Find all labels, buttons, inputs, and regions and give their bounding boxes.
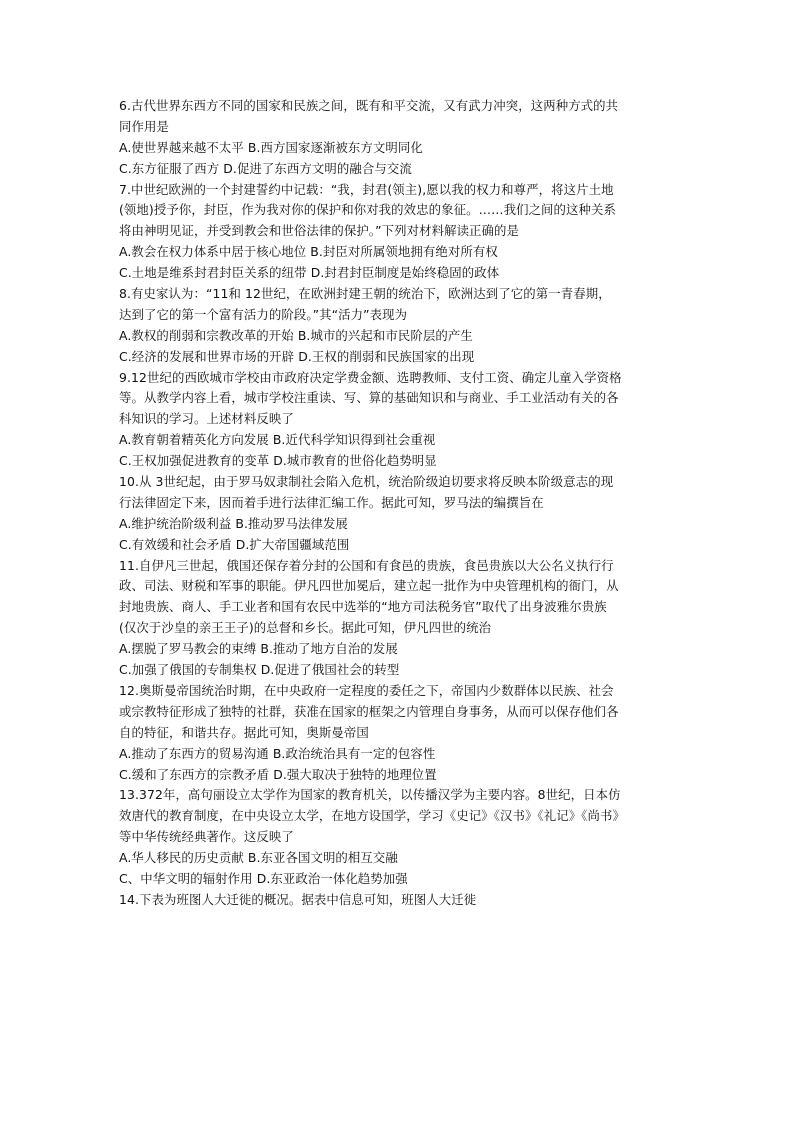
document-page [119, 96, 679, 911]
question-6-options-cd: C.东方征服了西方 D.促进了东西方文明的融合与交流 [119, 160, 412, 176]
question-7-options-ab: A.教会在权力体系中居于核心地位 B.封臣对所属领地拥有绝对所有权 [119, 244, 498, 260]
question-9-stem-line-1: 9.12世纪的西欧城市学校由市政府决定学费金额、选聘教师、支付工资、确定儿童入学资格 [119, 369, 622, 385]
question-10-stem-line-1: 10.从 3世纪起，由于罗马奴隶制社会陷入危机，统治阶级迫切要求将反映本阶级意志的现 [119, 474, 614, 490]
question-11-stem-line-3: 封地贵族、商人、手工业者和国有农民中选举的“地方司法税务官”取代了出身波雅尔贵族 [119, 599, 607, 615]
question-6-stem-line-2: 同作用是 [119, 118, 169, 134]
question-8-stem-line-2: 达到了它的第一个富有活力的阶段。”其“活力”表现为 [119, 306, 408, 322]
question-12-options-cd: C.缓和了东西方的宗教矛盾 D.强大取决于独特的地理位置 [119, 766, 437, 782]
question-13-options-cd: C、中华文明的辐射作用 D.东亚政治一体化趋势加强 [119, 870, 408, 886]
question-10-stem-line-2: 行法律固定下来，因而着手进行法律汇编工作。据此可知，罗马法的编撰旨在 [119, 494, 544, 510]
question-12-options-ab: A.推动了东西方的贸易沟通 B.政治统治具有一定的包容性 [119, 745, 436, 761]
question-11-options-ab: A.摆脱了罗马教会的束缚 B.推动了地方自治的发展 [119, 641, 398, 657]
question-9-stem-line-2: 等。从教学内容上看，城市学校注重读、写、算的基础知识和与商业、手工业活动有关的各 [119, 390, 619, 406]
question-12-stem-line-1: 12.奥斯曼帝国统治时期，在中央政府一定程度的委任之下，帝国内少数群体以民族、社会 [119, 682, 614, 698]
question-11-stem-line-1: 11.自伊凡三世起，俄国还保存着分封的公国和有食邑的贵族，食邑贵族以大公名义执行行 [119, 557, 614, 573]
question-13-stem-line-2: 效唐代的教育制度，在中央设立太学，在地方设国学，学习《史记》《汉书》《礼记》《尚书》 [119, 808, 626, 824]
question-8-options-cd: C.经济的发展和世界市场的开辟 D.王权的削弱和民族国家的出现 [119, 348, 475, 364]
question-10-options-cd: C.有效缓和社会矛盾 D.扩大帝国疆域范围 [119, 536, 350, 552]
question-9-stem-line-3: 科知识的学习。上述材料反映了 [119, 411, 294, 427]
question-10-options-ab: A.维护统治阶级利益 B.推动罗马法律发展 [119, 515, 348, 531]
question-6-stem-line-1: 6.古代世界东西方不同的国家和民族之间，既有和平交流，又有武力冲突，这两种方式的共 [119, 98, 619, 113]
question-7-options-cd: C.土地是维系封君封臣关系的纽带 D.封君封臣制度是始终稳固的政体 [119, 265, 500, 281]
question-7-stem-line-3: 将由神明见证，并受到教会和世俗法律的保护。”下列对材料解读正确的是 [119, 223, 520, 239]
question-13-stem-line-1: 13.372年，高句丽设立太学作为国家的教育机关，以传播汉学为主要内容。8世纪，日本仿 [119, 787, 621, 803]
question-11-stem-line-2: 政、司法、财税和军事的职能。伊凡四世加冕后，建立起一批作为中央管理机构的衙门，从 [119, 578, 619, 594]
question-8-options-ab: A.教权的削弱和宗教改革的开始 B.城市的兴起和市民阶层的产生 [119, 327, 473, 343]
question-13-stem-line-3: 等中华传统经典著作。这反映了 [119, 829, 294, 845]
question-8-stem-line-1: 8.有史家认为：“11和 12世纪，在欧洲封建王朝的统治下，欧洲达到了它的第一青春期， [119, 286, 611, 302]
question-12-stem-line-3: 自的特征，和谐共存。据此可知，奥斯曼帝国 [119, 724, 369, 740]
question-7-stem-line-2: (领地)授予你，封臣，作为我对你的保护和你对我的效忠的象征。……我们之间的这种关系 [119, 202, 617, 218]
question-12-stem-line-2: 或宗教特征形成了独特的社群，获准在国家的框架之内管理自身事务，从而可以保存他们各 [119, 703, 619, 719]
question-11-stem-line-4: (仅次于沙皇的亲王王子)的总督和乡长。据此可知，伊凡四世的统治 [119, 620, 492, 636]
question-9-options-ab: A.教育朝着精英化方向发展 B.近代科学知识得到社会重视 [119, 432, 436, 448]
question-6-options-ab: A.使世界越来越不太平 B.西方国家逐渐被东方文明同化 [119, 139, 423, 155]
question-13-options-ab: A.华人移民的历史贡献 B.东亚各国文明的相互交融 [119, 850, 398, 866]
question-7-stem-line-1: 7.中世纪欧洲的一个封建誓约中记载：“我，封君(领主),愿以我的权力和尊严，将这片土地 [119, 181, 614, 197]
question-14-stem-line-1: 14.下表为班图人大迁徙的概况。据表中信息可知，班图人大迁徙 [119, 891, 477, 907]
question-9-options-cd: C.王权加强促进教育的变革 D.城市教育的世俗化趋势明显 [119, 453, 437, 469]
question-11-options-cd: C.加强了俄国的专制集权 D.促进了俄国社会的转型 [119, 662, 400, 678]
